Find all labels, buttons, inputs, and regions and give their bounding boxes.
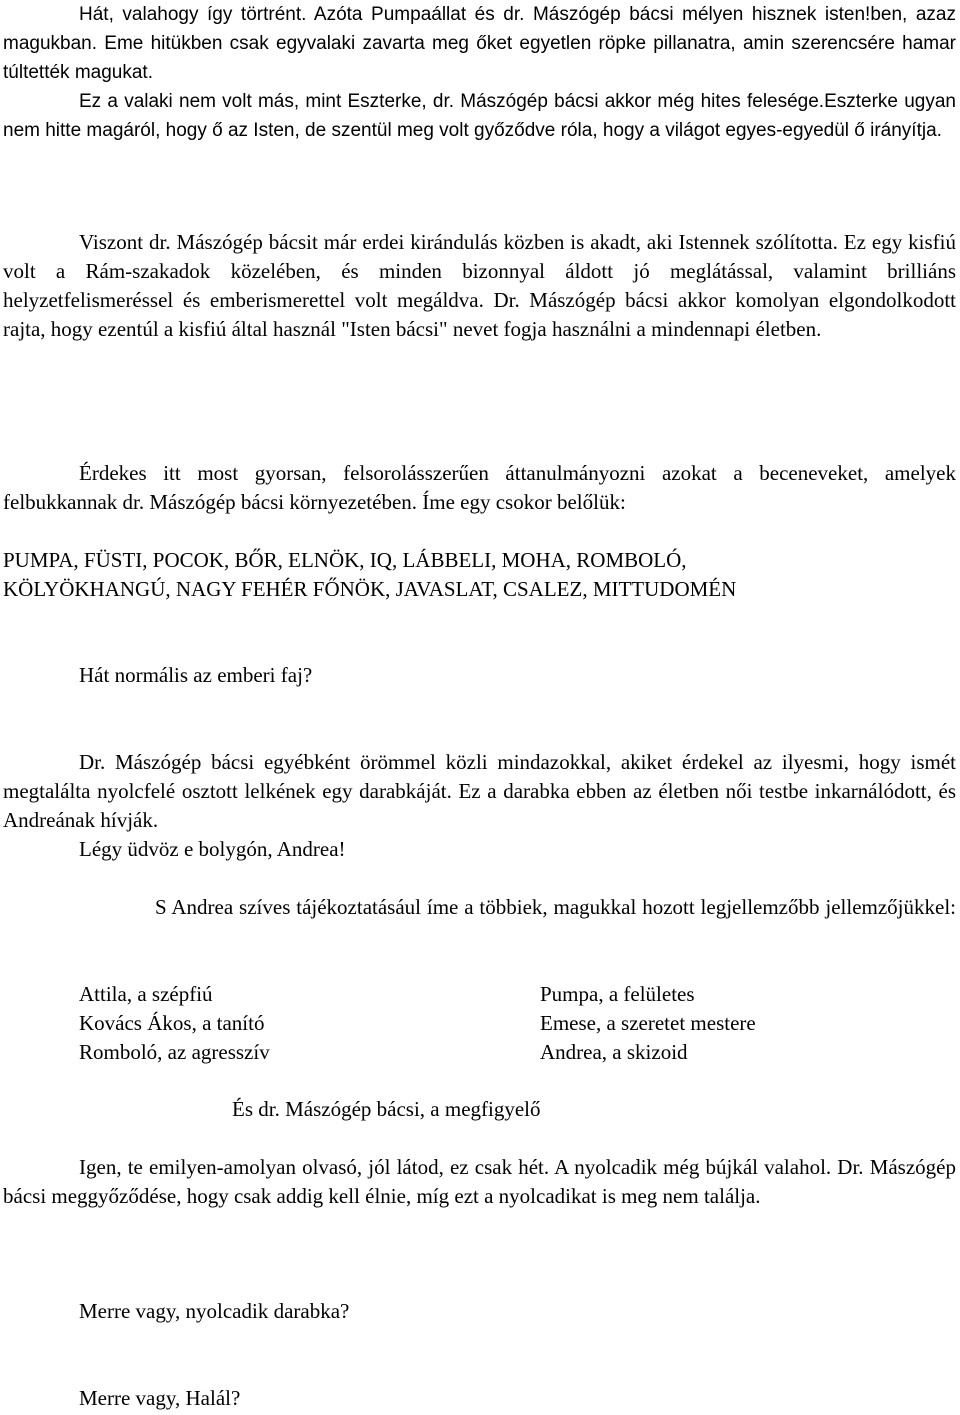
- paragraph-nicknames-intro: Érdekes itt most gyorsan, felsorolásszerűen áttanulmányozni azokat a beceneveket, amelyek felbukkannak dr. Mászógép bácsi környezetében. Íme egy csokor belőlük:: [3, 461, 956, 514]
- list-item: Attila, a szépfiú: [79, 982, 213, 1006]
- paragraph-eszterke: Ez a valaki nem volt más, mint Eszterke, dr. Mászógép bácsi akkor még hites felesége.Eszterke ugyan nem hitte magáról, hogy ő az Isten, de szentül meg volt győződve róla, hogy a világot egyes-egyedül ő irányítja.: [3, 91, 956, 141]
- list-item: Andrea, a skizoid: [540, 1040, 688, 1064]
- nicknames-line-1: PUMPA, FÜSTI, POCOK, BŐR, ELNÖK, IQ, LÁBBELI, MOHA, ROMBOLÓ,: [3, 548, 687, 572]
- nicknames-line-2: KÖLYÖKHANGÚ, NAGY FEHÉR FŐNÖK, JAVASLAT, CSALEZ, MITTUDOMÉN: [3, 577, 737, 601]
- paragraph-isten-bacsi: Viszont dr. Mászógép bácsit már erdei kirándulás közben is akadt, aki Istennek szólította. Ez egy kisfiú volt a Rám-szakadok közelében, és minden bizonnyal áldott jó meglátással, valamint brilliáns helyzetfelismeréssel és emberismerettel volt megáldva. Dr. Mászógép bácsi akkor komolyan elgondolkodott rajta, hogy ezentúl a kisfiú által használ "Isten bácsi" nevet fogja használni a mindennapi életben.: [3, 230, 956, 341]
- question-eighth-piece: Merre vagy, nyolcadik darabka?: [79, 1299, 350, 1323]
- list-item: Romboló, az agresszív: [79, 1040, 270, 1064]
- list-item: Pumpa, a felületes: [540, 982, 695, 1006]
- list-left-column: [79, 980, 270, 1067]
- observer-line: És dr. Mászógép bácsi, a megfigyelő: [232, 1097, 541, 1121]
- list-item: Kovács Ákos, a tanító: [79, 1011, 265, 1035]
- paragraph-intro: Hát, valahogy így törtrént. Azóta Pumpaállat és dr. Mászógép bácsi mélyen hisznek isten!ben, azaz magukban. Eme hitükben csak egyvalaki zavarta meg őket egyetlen röpke pillanatra, amin szerencsére hamar túltették magukat.: [3, 4, 956, 83]
- paragraph-eighth-piece: Igen, te emilyen-amolyan olvasó, jól látod, ez csak hét. A nyolcadik még bújkál valahol. Dr. Mászógép bácsi meggyőződése, hogy csak addig kell élnie, míg ezt a nyolcadikat is meg nem találja.: [3, 1155, 956, 1208]
- paragraph-others-intro: S Andrea szíves tájékoztatásául íme a többiek, magukkal hozott legjellemzőbb jellemzőjükkel:: [155, 895, 956, 919]
- question-human-race: Hát normális az emberi faj?: [79, 663, 313, 687]
- paragraph-andrea: Dr. Mászógép bácsi egyébként örömmel közli mindazokkal, akiket érdekel az ilyesmi, hogy ismét megtalálta nyolcfelé osztott lelkének egy darabkáját. Ez a darabka ebben az életben női testbe inkarnálódott, és Andreának hívják.: [3, 750, 956, 832]
- question-death: Merre vagy, Halál?: [79, 1386, 241, 1410]
- greeting-andrea: Légy üdvöz e bolygón, Andrea!: [79, 837, 346, 861]
- list-right-column: [540, 980, 756, 1067]
- list-item: Emese, a szeretet mestere: [540, 1011, 756, 1035]
